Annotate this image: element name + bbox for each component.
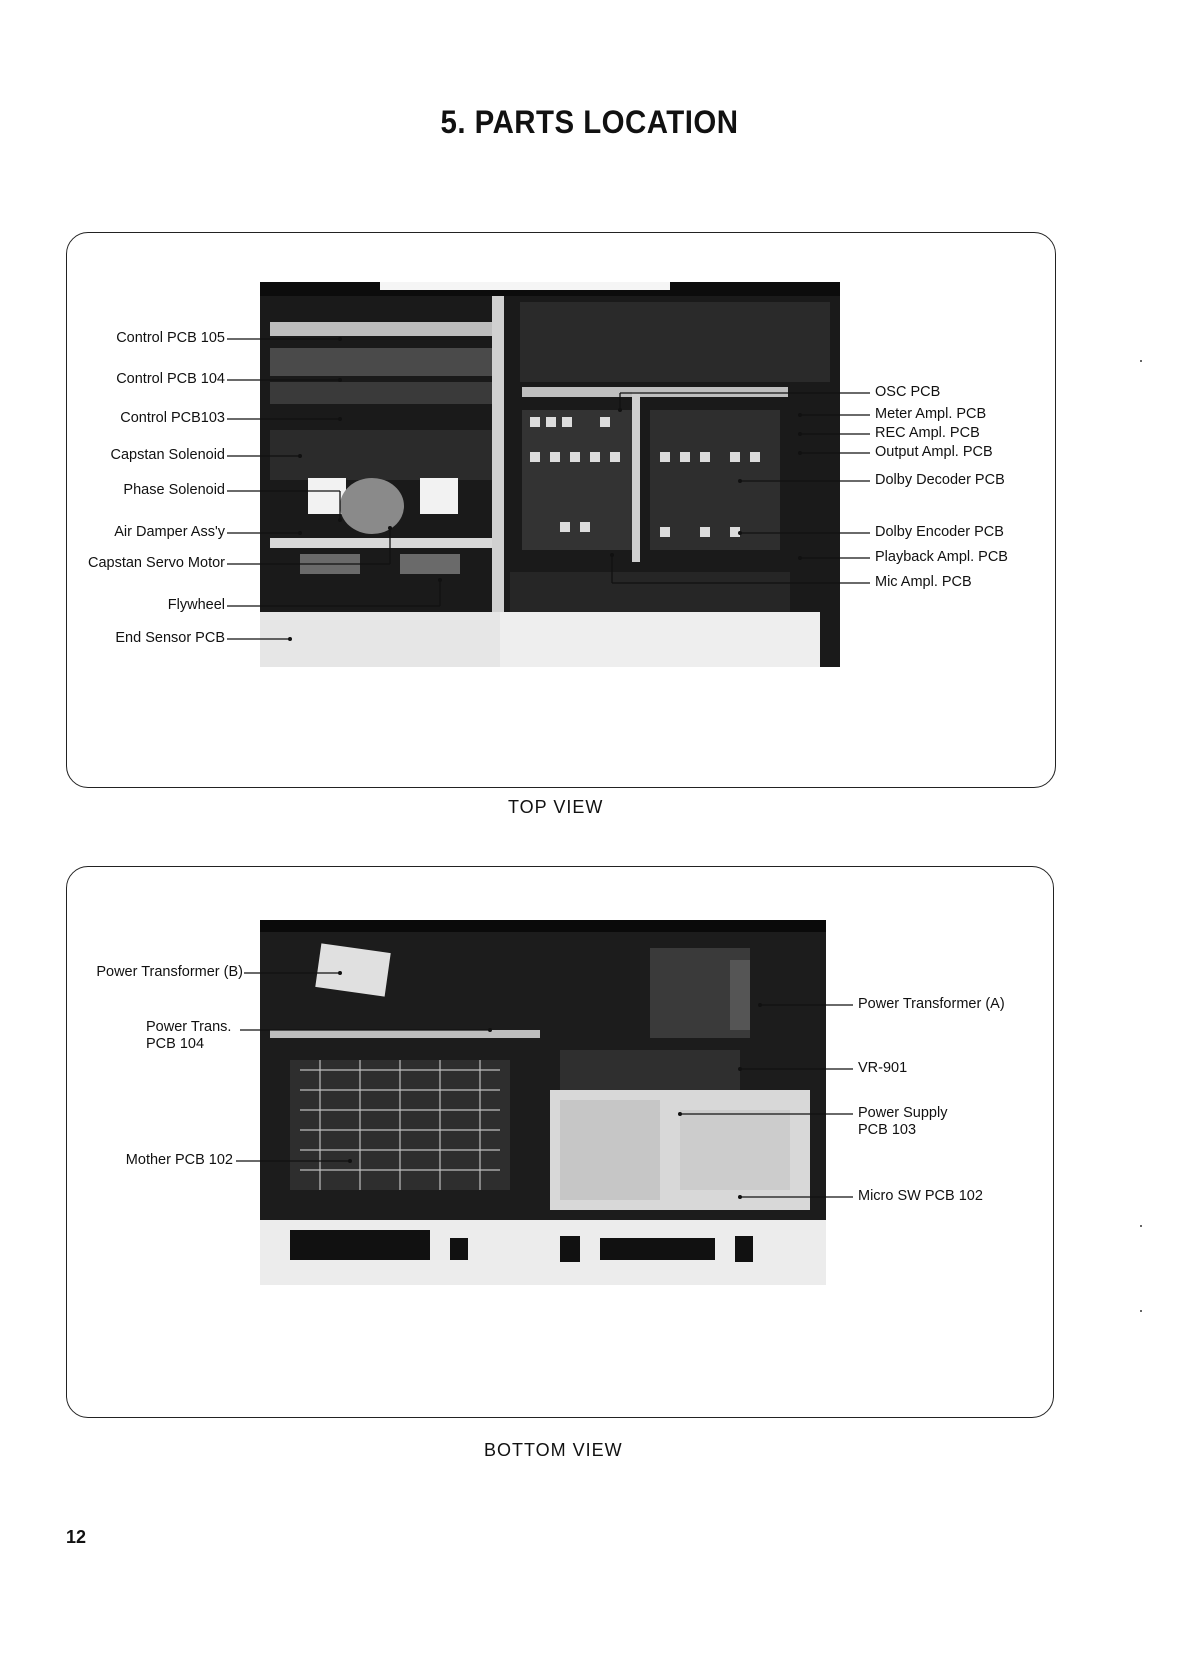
label-power-transformer-b: Power Transformer (B) bbox=[96, 964, 243, 980]
label-power-supply-pcb-103: Power Supply PCB 103 bbox=[858, 1105, 948, 1138]
label-capstan-servo-motor: Capstan Servo Motor bbox=[87, 555, 225, 571]
label-control-pcb-105: Control PCB 105 bbox=[116, 330, 225, 346]
label-air-damper: Air Damper Ass'y bbox=[114, 524, 225, 540]
label-mother-pcb-102: Mother PCB 102 bbox=[125, 1152, 233, 1168]
label-osc-pcb: OSC PCB bbox=[875, 384, 941, 400]
margin-mark bbox=[1140, 1310, 1142, 1312]
label-micro-sw-pcb-102: Micro SW PCB 102 bbox=[858, 1188, 983, 1204]
label-end-sensor-pcb: End Sensor PCB bbox=[115, 630, 225, 646]
label-power-transformer-a: Power Transformer (A) bbox=[858, 996, 1005, 1012]
label-dolby-decoder-pcb: Dolby Decoder PCB bbox=[875, 472, 1005, 488]
label-capstan-solenoid: Capstan Solenoid bbox=[110, 447, 225, 463]
label-power-trans-pcb-104: Power Trans. PCB 104 bbox=[146, 1019, 232, 1052]
top-view-photo bbox=[260, 282, 840, 667]
bottom-view-caption: BOTTOM VIEW bbox=[484, 1440, 623, 1460]
page-number: 12 bbox=[66, 1527, 87, 1547]
label-meter-ampl-pcb: Meter Ampl. PCB bbox=[875, 406, 987, 422]
bottom-view-photo bbox=[260, 920, 826, 1285]
label-dolby-encoder-pcb: Dolby Encoder PCB bbox=[875, 524, 1004, 540]
label-playback-ampl-pcb: Playback Ampl. PCB bbox=[875, 549, 1008, 565]
margin-mark bbox=[1140, 1225, 1142, 1227]
margin-mark bbox=[1140, 360, 1142, 362]
label-output-ampl-pcb: Output Ampl. PCB bbox=[875, 444, 993, 460]
top-view-caption: TOP VIEW bbox=[508, 797, 604, 817]
label-control-pcb-103: Control PCB103 bbox=[120, 410, 225, 426]
label-flywheel: Flywheel bbox=[167, 597, 225, 613]
label-rec-ampl-pcb: REC Ampl. PCB bbox=[875, 425, 980, 441]
label-vr-901: VR-901 bbox=[858, 1060, 908, 1076]
label-control-pcb-104: Control PCB 104 bbox=[116, 371, 225, 387]
label-phase-solenoid: Phase Solenoid bbox=[123, 482, 225, 498]
label-mic-ampl-pcb: Mic Ampl. PCB bbox=[875, 574, 972, 590]
page-title: 5. PARTS LOCATION bbox=[440, 104, 739, 140]
